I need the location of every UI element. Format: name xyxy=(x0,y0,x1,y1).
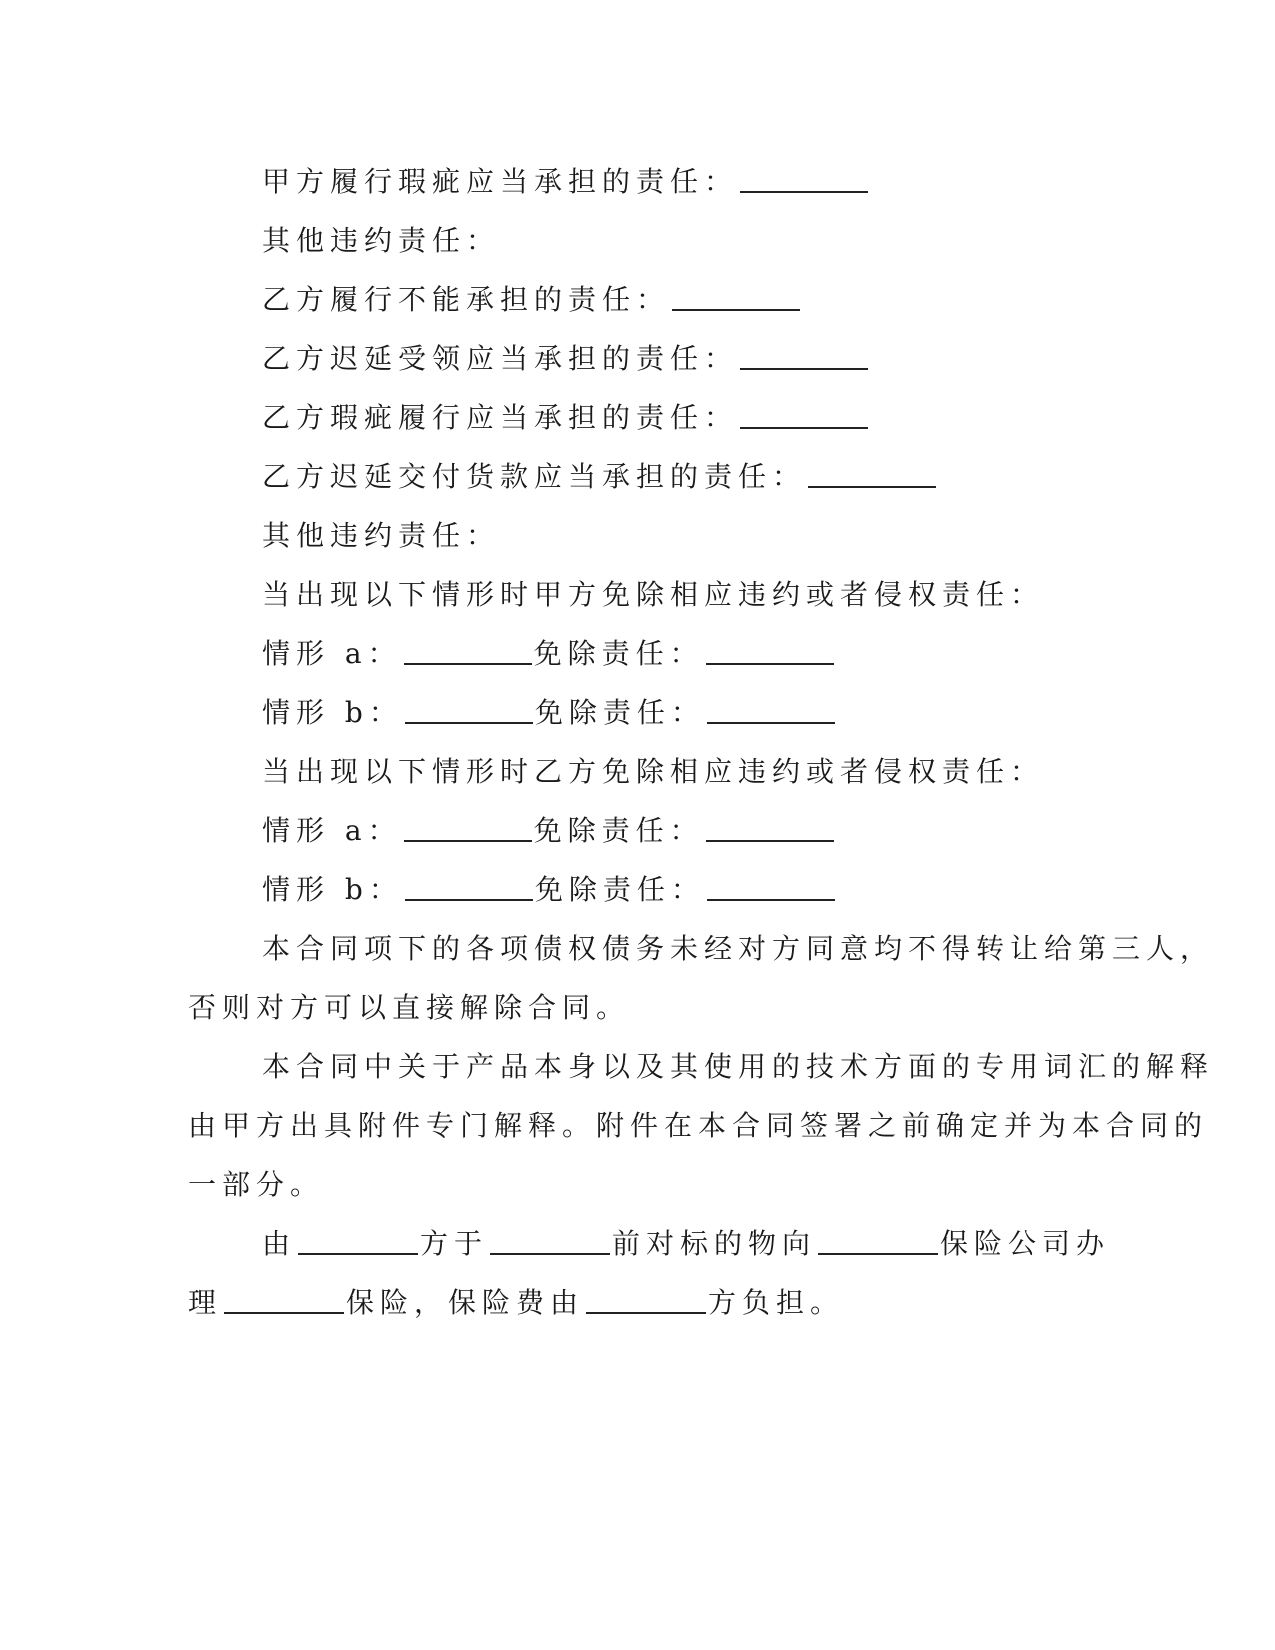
blank-field xyxy=(404,637,532,665)
blank-field xyxy=(706,814,834,842)
clause-text: 当出现以下情形时乙方免除相应违约或者侵权责任： xyxy=(262,755,1045,788)
blank-field xyxy=(818,1227,938,1255)
clause-line xyxy=(262,457,938,497)
paragraph-text: 一部分。 xyxy=(188,1168,325,1201)
exempt-label: 免除责任： xyxy=(534,696,705,729)
case-label: 情形 b： xyxy=(262,873,403,906)
exempt-label: 免除责任： xyxy=(533,814,704,847)
blank-field xyxy=(808,460,936,488)
paragraph-text: 前对标的物向 xyxy=(612,1227,817,1260)
blank-field xyxy=(740,165,868,193)
clause-text: 乙方瑕疵履行应当承担的责任： xyxy=(262,401,739,434)
blank-field xyxy=(707,873,835,901)
blank-field xyxy=(706,637,834,665)
blank-field xyxy=(298,1227,418,1255)
exempt-label: 免除责任： xyxy=(534,873,705,906)
blank-field xyxy=(224,1286,344,1314)
blank-field xyxy=(404,814,532,842)
case-line xyxy=(262,693,837,733)
case-line xyxy=(262,870,837,910)
blank-field xyxy=(740,401,868,429)
clause-line xyxy=(262,398,870,438)
clause-line xyxy=(262,752,1044,792)
paragraph-line xyxy=(188,1106,1208,1146)
clause-text: 甲方履行瑕疵应当承担的责任： xyxy=(262,165,739,198)
clause-line xyxy=(262,339,870,379)
clause-line xyxy=(262,162,870,202)
paragraph-text: 方负担。 xyxy=(708,1286,845,1319)
insurance-line xyxy=(262,1224,1110,1264)
paragraph-line xyxy=(188,1165,324,1205)
paragraph-text: 由 xyxy=(262,1227,297,1260)
case-label: 情形 a： xyxy=(262,637,402,670)
case-line xyxy=(262,811,836,851)
clause-text: 当出现以下情形时甲方免除相应违约或者侵权责任： xyxy=(262,578,1045,611)
clause-line xyxy=(262,280,802,320)
paragraph-text: 本合同中关于产品本身以及其使用的技术方面的专用词汇的解释 xyxy=(262,1050,1215,1083)
insurance-line xyxy=(188,1283,844,1323)
clause-line xyxy=(262,516,500,556)
blank-field xyxy=(405,696,533,724)
paragraph-text: 否则对方可以直接解除合同。 xyxy=(188,991,631,1024)
blank-field xyxy=(586,1286,706,1314)
blank-field xyxy=(672,283,800,311)
clause-line xyxy=(262,575,1044,615)
blank-field xyxy=(707,696,835,724)
clause-text: 乙方迟延受领应当承担的责任： xyxy=(262,342,739,375)
clause-text: 乙方履行不能承担的责任： xyxy=(262,283,671,316)
blank-field xyxy=(740,342,868,370)
clause-text: 乙方迟延交付货款应当承担的责任： xyxy=(262,460,807,493)
paragraph-text: 保险公司办 xyxy=(940,1227,1111,1260)
case-label: 情形 a： xyxy=(262,814,402,847)
clause-text: 其他违约责任： xyxy=(262,519,501,552)
paragraph-text: 由甲方出具附件专门解释。附件在本合同签署之前确定并为本合同的 xyxy=(188,1109,1209,1142)
paragraph-text: 本合同项下的各项债权债务未经对方同意均不得转让给第三人， xyxy=(262,932,1215,965)
paragraph-line xyxy=(262,929,1214,969)
clause-text: 其他违约责任： xyxy=(262,224,501,257)
clause-line xyxy=(262,221,500,261)
paragraph-line xyxy=(262,1047,1214,1087)
case-line xyxy=(262,634,836,674)
blank-field xyxy=(405,873,533,901)
paragraph-text: 保险，保险费由 xyxy=(346,1286,585,1319)
paragraph-line xyxy=(188,988,630,1028)
paragraph-text: 方于 xyxy=(420,1227,489,1260)
exempt-label: 免除责任： xyxy=(533,637,704,670)
blank-field xyxy=(490,1227,610,1255)
case-label: 情形 b： xyxy=(262,696,403,729)
paragraph-text: 理 xyxy=(188,1286,223,1319)
